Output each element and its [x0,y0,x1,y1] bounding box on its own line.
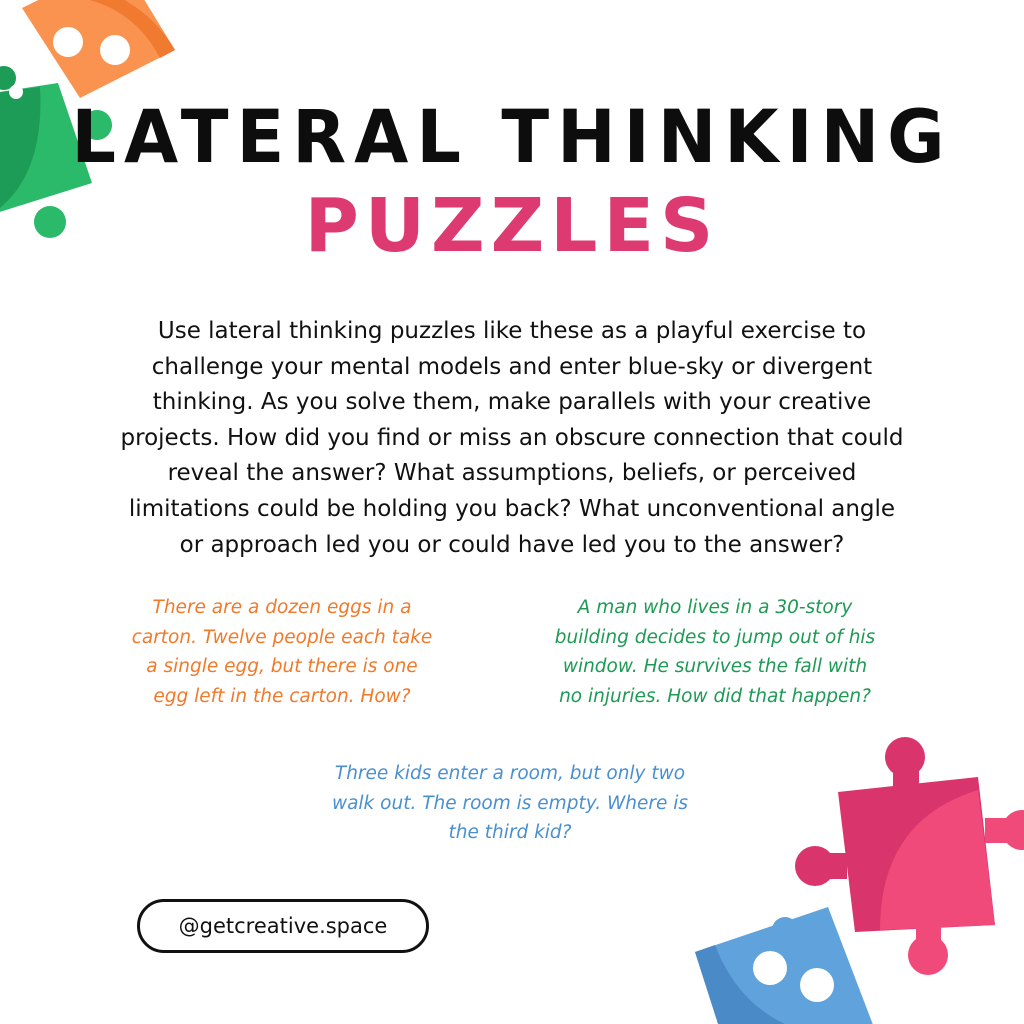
puzzle-line: A man who lives in a 30-story [577,597,853,618]
social-handle-badge [137,899,429,953]
intro-line: limitations could be holding you back? What unconventional angle [128,495,896,522]
intro-line: challenge your mental models and enter blue-sky or divergent [151,353,873,380]
puzzle-line: no injuries. How did that happen? [559,685,871,707]
intro-line: thinking. As you solve them, make parallels with your creative [152,389,872,416]
puzzle-line: walk out. The room is empty. Where is [331,792,689,814]
intro-paragraph [60,314,964,563]
puzzle-piece-blue-icon [695,907,875,1024]
puzzle-line: carton. Twelve people each take [131,626,433,648]
puzzle-piece-orange-icon [22,0,175,98]
puzzle-line: building decides to jump out of his [554,626,876,648]
intro-line: Use lateral thinking puzzles like these as a playful exercise to [157,318,867,344]
puzzle-kids [270,759,750,848]
puzzle-line: egg left in the carton. How? [153,685,411,707]
puzzle-line: a single egg, but there is one [146,656,418,677]
puzzle-line: Three kids enter a room, but only two [334,763,686,784]
intro-line: or approach led you or could have led you to the answer? [179,531,845,558]
title-line-1: LATERAL THINKING [71,93,953,181]
puzzle-building [510,593,920,711]
puzzle-eggs [82,593,482,711]
puzzle-line: the third kid? [448,822,572,843]
intro-line: projects. How did you find or miss an obscure connection that could [120,424,904,451]
title-line-2: PUZZLES [304,183,720,269]
intro-line: reveal the answer? What assumptions, beliefs, or perceived [167,460,857,487]
puzzle-line: window. He survives the fall with [562,656,868,677]
puzzle-line: There are a dozen eggs in a [152,597,412,618]
social-handle: @getcreative.space [178,914,388,938]
